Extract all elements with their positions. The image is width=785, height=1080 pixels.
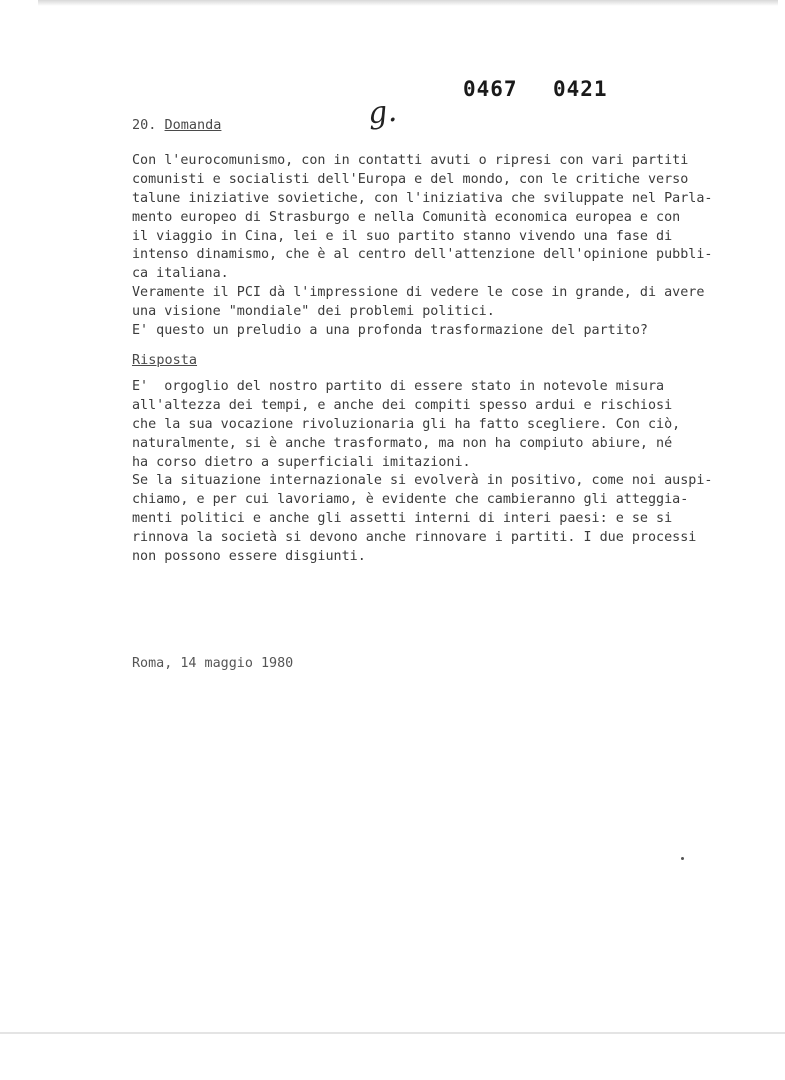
scan-speck	[681, 857, 684, 860]
question-line: ca italiana.	[132, 266, 229, 282]
question-line: Con l'eurocomunismo, con in contatti avuti o ripresi con vari partiti	[132, 153, 689, 168]
question-line: il viaggio in Cina, lei e il suo partito stanno vivendo una fase di	[132, 228, 673, 244]
answer-line: non possono essere disgiunti.	[132, 549, 366, 565]
answer-line: Se la situazione internazionale si evolverà in positivo, come noi auspi-	[132, 473, 713, 489]
question-line: E' questo un preludio a una profonda trasformazione del partito?	[132, 323, 648, 339]
question-line: mento europeo di Strasburgo e nella Comunità economica europea e con	[132, 209, 681, 225]
answer-text	[132, 378, 732, 567]
scan-bottom-edge	[0, 1032, 785, 1034]
answer-line: menti politici e anche gli assetti interni di interi paesi: e se si	[132, 511, 673, 527]
question-text	[132, 152, 732, 341]
answer-line: rinnova la società si devono anche rinnovare i partiti. I due processi	[132, 530, 697, 546]
question-heading	[132, 117, 221, 133]
answer-line: ha corso dietro a superficiali imitazioni.	[132, 454, 471, 470]
question-line: talune iniziative sovietiche, con l'iniziativa che sviluppate nel Parla-	[132, 190, 713, 206]
answer-line: E' orgoglio del nostro partito di essere stato in notevole misura	[132, 379, 665, 394]
question-heading-label: Domanda	[164, 117, 222, 133]
question-number: 20.	[132, 117, 157, 133]
answer-line: naturalmente, si è anche trasformato, ma non ha compiuto abiure, né	[132, 435, 673, 451]
answer-heading-label: Risposta	[132, 352, 198, 368]
question-line: Veramente il PCI dà l'impressione di vedere le cose in grande, di avere	[132, 285, 705, 301]
document-number-first: 0467	[463, 77, 518, 101]
question-line: una visione "mondiale" dei problemi politici.	[132, 304, 495, 320]
place-date: Roma, 14 maggio 1980	[132, 656, 294, 671]
answer-line: che la sua vocazione rivoluzionaria gli ha fatto scegliere. Con ciò,	[132, 416, 681, 432]
scan-top-edge	[38, 0, 778, 6]
question-line: intenso dinamismo, che è al centro dell'attenzione dell'opinione pubbli-	[132, 247, 713, 263]
handwritten-initial: g.	[366, 93, 399, 132]
document-number-second: 0421	[553, 77, 608, 101]
question-line: comunisti e socialisti dell'Europa e del mondo, con le critiche verso	[132, 171, 689, 187]
answer-line: chiamo, e per cui lavoriamo, è evidente che cambieranno gli atteggia-	[132, 492, 689, 508]
answer-heading	[132, 352, 197, 368]
answer-line: all'altezza dei tempi, e anche dei compiti spesso ardui e rischiosi	[132, 397, 673, 413]
